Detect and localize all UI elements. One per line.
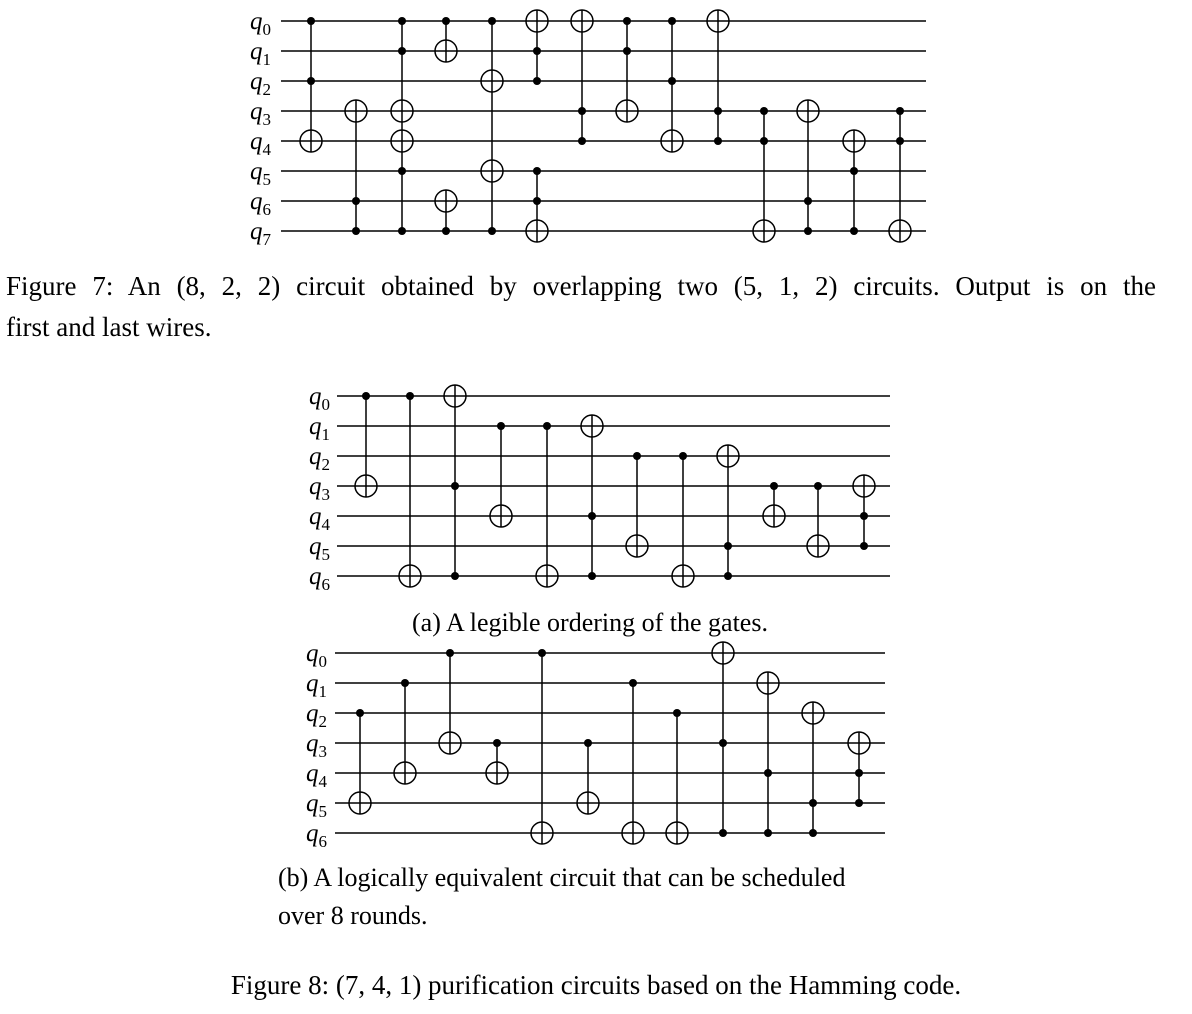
figure8-caption: Figure 8: (7, 4, 1) purification circuits based on the Hamming code. bbox=[230, 970, 962, 1000]
qubit-label: $q_4$ bbox=[306, 760, 327, 791]
gate-column bbox=[394, 679, 416, 784]
gate-column bbox=[536, 422, 558, 587]
gate-column bbox=[490, 422, 512, 527]
gate-column bbox=[672, 452, 694, 587]
qubit-label: $q_6$ bbox=[306, 820, 327, 851]
qubit-label: $q_6$ bbox=[309, 563, 330, 594]
control-dot-icon bbox=[850, 227, 858, 235]
control-dot-icon bbox=[770, 482, 778, 490]
qubit-label: $q_3$ bbox=[306, 730, 327, 761]
control-dot-icon bbox=[451, 572, 459, 580]
gate-column bbox=[526, 10, 548, 242]
control-dot-icon bbox=[896, 137, 904, 145]
control-dot-icon bbox=[538, 649, 546, 657]
gate-column bbox=[753, 107, 775, 242]
control-dot-icon bbox=[533, 167, 541, 175]
subfigure-b-caption-line1: (b) A logically equivalent circuit that can be scheduled bbox=[278, 863, 846, 892]
gate-column bbox=[661, 17, 683, 152]
qubit-label: $q_2$ bbox=[309, 443, 330, 474]
control-dot-icon bbox=[719, 739, 727, 747]
gate-column bbox=[717, 445, 739, 580]
qubit-label: $q_0$ bbox=[250, 8, 271, 39]
gate-column bbox=[757, 672, 779, 837]
figure7-caption-line2: first and last wires. bbox=[6, 312, 212, 342]
control-dot-icon bbox=[629, 679, 637, 687]
gate-column bbox=[622, 679, 644, 844]
figure7-caption-line1: Figure 7: An (8, 2, 2) circuit obtained by overlapping two (5, 1, 2) circuits. Output is on the bbox=[6, 271, 1156, 301]
gate-column bbox=[300, 17, 322, 152]
gate-column bbox=[571, 10, 593, 145]
control-dot-icon bbox=[623, 47, 631, 55]
gate-column bbox=[531, 649, 553, 844]
control-dot-icon bbox=[533, 197, 541, 205]
gate-column bbox=[439, 649, 461, 754]
gate-column bbox=[802, 702, 824, 837]
qubit-label: $q_5$ bbox=[309, 533, 330, 564]
gate-column bbox=[843, 130, 865, 235]
figure8a-circuit bbox=[309, 383, 890, 594]
control-dot-icon bbox=[584, 739, 592, 747]
control-dot-icon bbox=[850, 167, 858, 175]
control-dot-icon bbox=[809, 799, 817, 807]
figure7-circuit bbox=[250, 8, 926, 249]
gate-column bbox=[444, 385, 466, 580]
gate-column bbox=[399, 392, 421, 587]
control-dot-icon bbox=[401, 679, 409, 687]
qubit-label: $q_7$ bbox=[250, 218, 271, 249]
gate-column bbox=[486, 739, 508, 784]
gate-column bbox=[712, 642, 734, 837]
control-dot-icon bbox=[673, 709, 681, 717]
gate-column bbox=[616, 17, 638, 122]
gate-column bbox=[626, 452, 648, 557]
control-dot-icon bbox=[451, 482, 459, 490]
control-dot-icon bbox=[362, 392, 370, 400]
control-dot-icon bbox=[633, 452, 641, 460]
control-dot-icon bbox=[578, 107, 586, 115]
control-dot-icon bbox=[446, 649, 454, 657]
subfigure-b-caption bbox=[278, 859, 938, 935]
figure7-caption bbox=[6, 266, 1156, 348]
gate-column bbox=[763, 482, 785, 527]
gate-column bbox=[889, 107, 911, 242]
gate-column bbox=[435, 17, 457, 235]
gate-column bbox=[481, 17, 503, 235]
gate-column bbox=[797, 100, 819, 235]
qubit-label: $q_3$ bbox=[309, 473, 330, 504]
control-dot-icon bbox=[860, 542, 868, 550]
control-dot-icon bbox=[307, 17, 315, 25]
control-dot-icon bbox=[860, 512, 868, 520]
control-dot-icon bbox=[896, 107, 904, 115]
qubit-label: $q_1$ bbox=[250, 38, 271, 69]
qubit-label: $q_3$ bbox=[250, 98, 271, 129]
control-dot-icon bbox=[760, 107, 768, 115]
control-dot-icon bbox=[809, 829, 817, 837]
figure8b-circuit bbox=[306, 640, 885, 851]
control-dot-icon bbox=[398, 47, 406, 55]
control-dot-icon bbox=[442, 17, 450, 25]
control-dot-icon bbox=[623, 17, 631, 25]
gate-column bbox=[355, 392, 377, 497]
control-dot-icon bbox=[588, 572, 596, 580]
qubit-label: $q_5$ bbox=[306, 790, 327, 821]
control-dot-icon bbox=[760, 137, 768, 145]
subfigure-b-caption-line2: over 8 rounds. bbox=[278, 901, 428, 930]
control-dot-icon bbox=[724, 542, 732, 550]
control-dot-icon bbox=[398, 167, 406, 175]
qubit-label: $q_0$ bbox=[309, 383, 330, 414]
control-dot-icon bbox=[668, 17, 676, 25]
control-dot-icon bbox=[533, 77, 541, 85]
control-dot-icon bbox=[352, 227, 360, 235]
qubit-label: $q_1$ bbox=[309, 413, 330, 444]
control-dot-icon bbox=[543, 422, 551, 430]
control-dot-icon bbox=[406, 392, 414, 400]
gate-column bbox=[391, 17, 413, 235]
control-dot-icon bbox=[724, 572, 732, 580]
control-dot-icon bbox=[442, 227, 450, 235]
control-dot-icon bbox=[488, 17, 496, 25]
control-dot-icon bbox=[855, 769, 863, 777]
control-dot-icon bbox=[533, 47, 541, 55]
control-dot-icon bbox=[719, 829, 727, 837]
qubit-label: $q_5$ bbox=[250, 158, 271, 189]
gate-column bbox=[349, 709, 371, 814]
qubit-label: $q_4$ bbox=[250, 128, 271, 159]
control-dot-icon bbox=[764, 769, 772, 777]
qubit-label: $q_0$ bbox=[306, 640, 327, 671]
control-dot-icon bbox=[352, 197, 360, 205]
control-dot-icon bbox=[714, 137, 722, 145]
qubit-label: $q_2$ bbox=[306, 700, 327, 731]
control-dot-icon bbox=[488, 227, 496, 235]
qubit-label: $q_6$ bbox=[250, 188, 271, 219]
control-dot-icon bbox=[307, 77, 315, 85]
gate-column bbox=[707, 10, 729, 145]
control-dot-icon bbox=[668, 77, 676, 85]
control-dot-icon bbox=[497, 422, 505, 430]
control-dot-icon bbox=[804, 227, 812, 235]
control-dot-icon bbox=[588, 512, 596, 520]
control-dot-icon bbox=[493, 739, 501, 747]
qubit-label: $q_4$ bbox=[309, 503, 330, 534]
control-dot-icon bbox=[398, 17, 406, 25]
control-dot-icon bbox=[356, 709, 364, 717]
control-dot-icon bbox=[855, 799, 863, 807]
control-dot-icon bbox=[764, 829, 772, 837]
control-dot-icon bbox=[578, 137, 586, 145]
qubit-label: $q_2$ bbox=[250, 68, 271, 99]
control-dot-icon bbox=[804, 197, 812, 205]
subfigure-a-caption: (a) A legible ordering of the gates. bbox=[412, 608, 768, 637]
gate-column bbox=[666, 709, 688, 844]
control-dot-icon bbox=[398, 227, 406, 235]
gate-column bbox=[581, 415, 603, 580]
qubit-label: $q_1$ bbox=[306, 670, 327, 701]
control-dot-icon bbox=[679, 452, 687, 460]
control-dot-icon bbox=[714, 107, 722, 115]
control-dot-icon bbox=[814, 482, 822, 490]
gate-column bbox=[345, 100, 367, 235]
